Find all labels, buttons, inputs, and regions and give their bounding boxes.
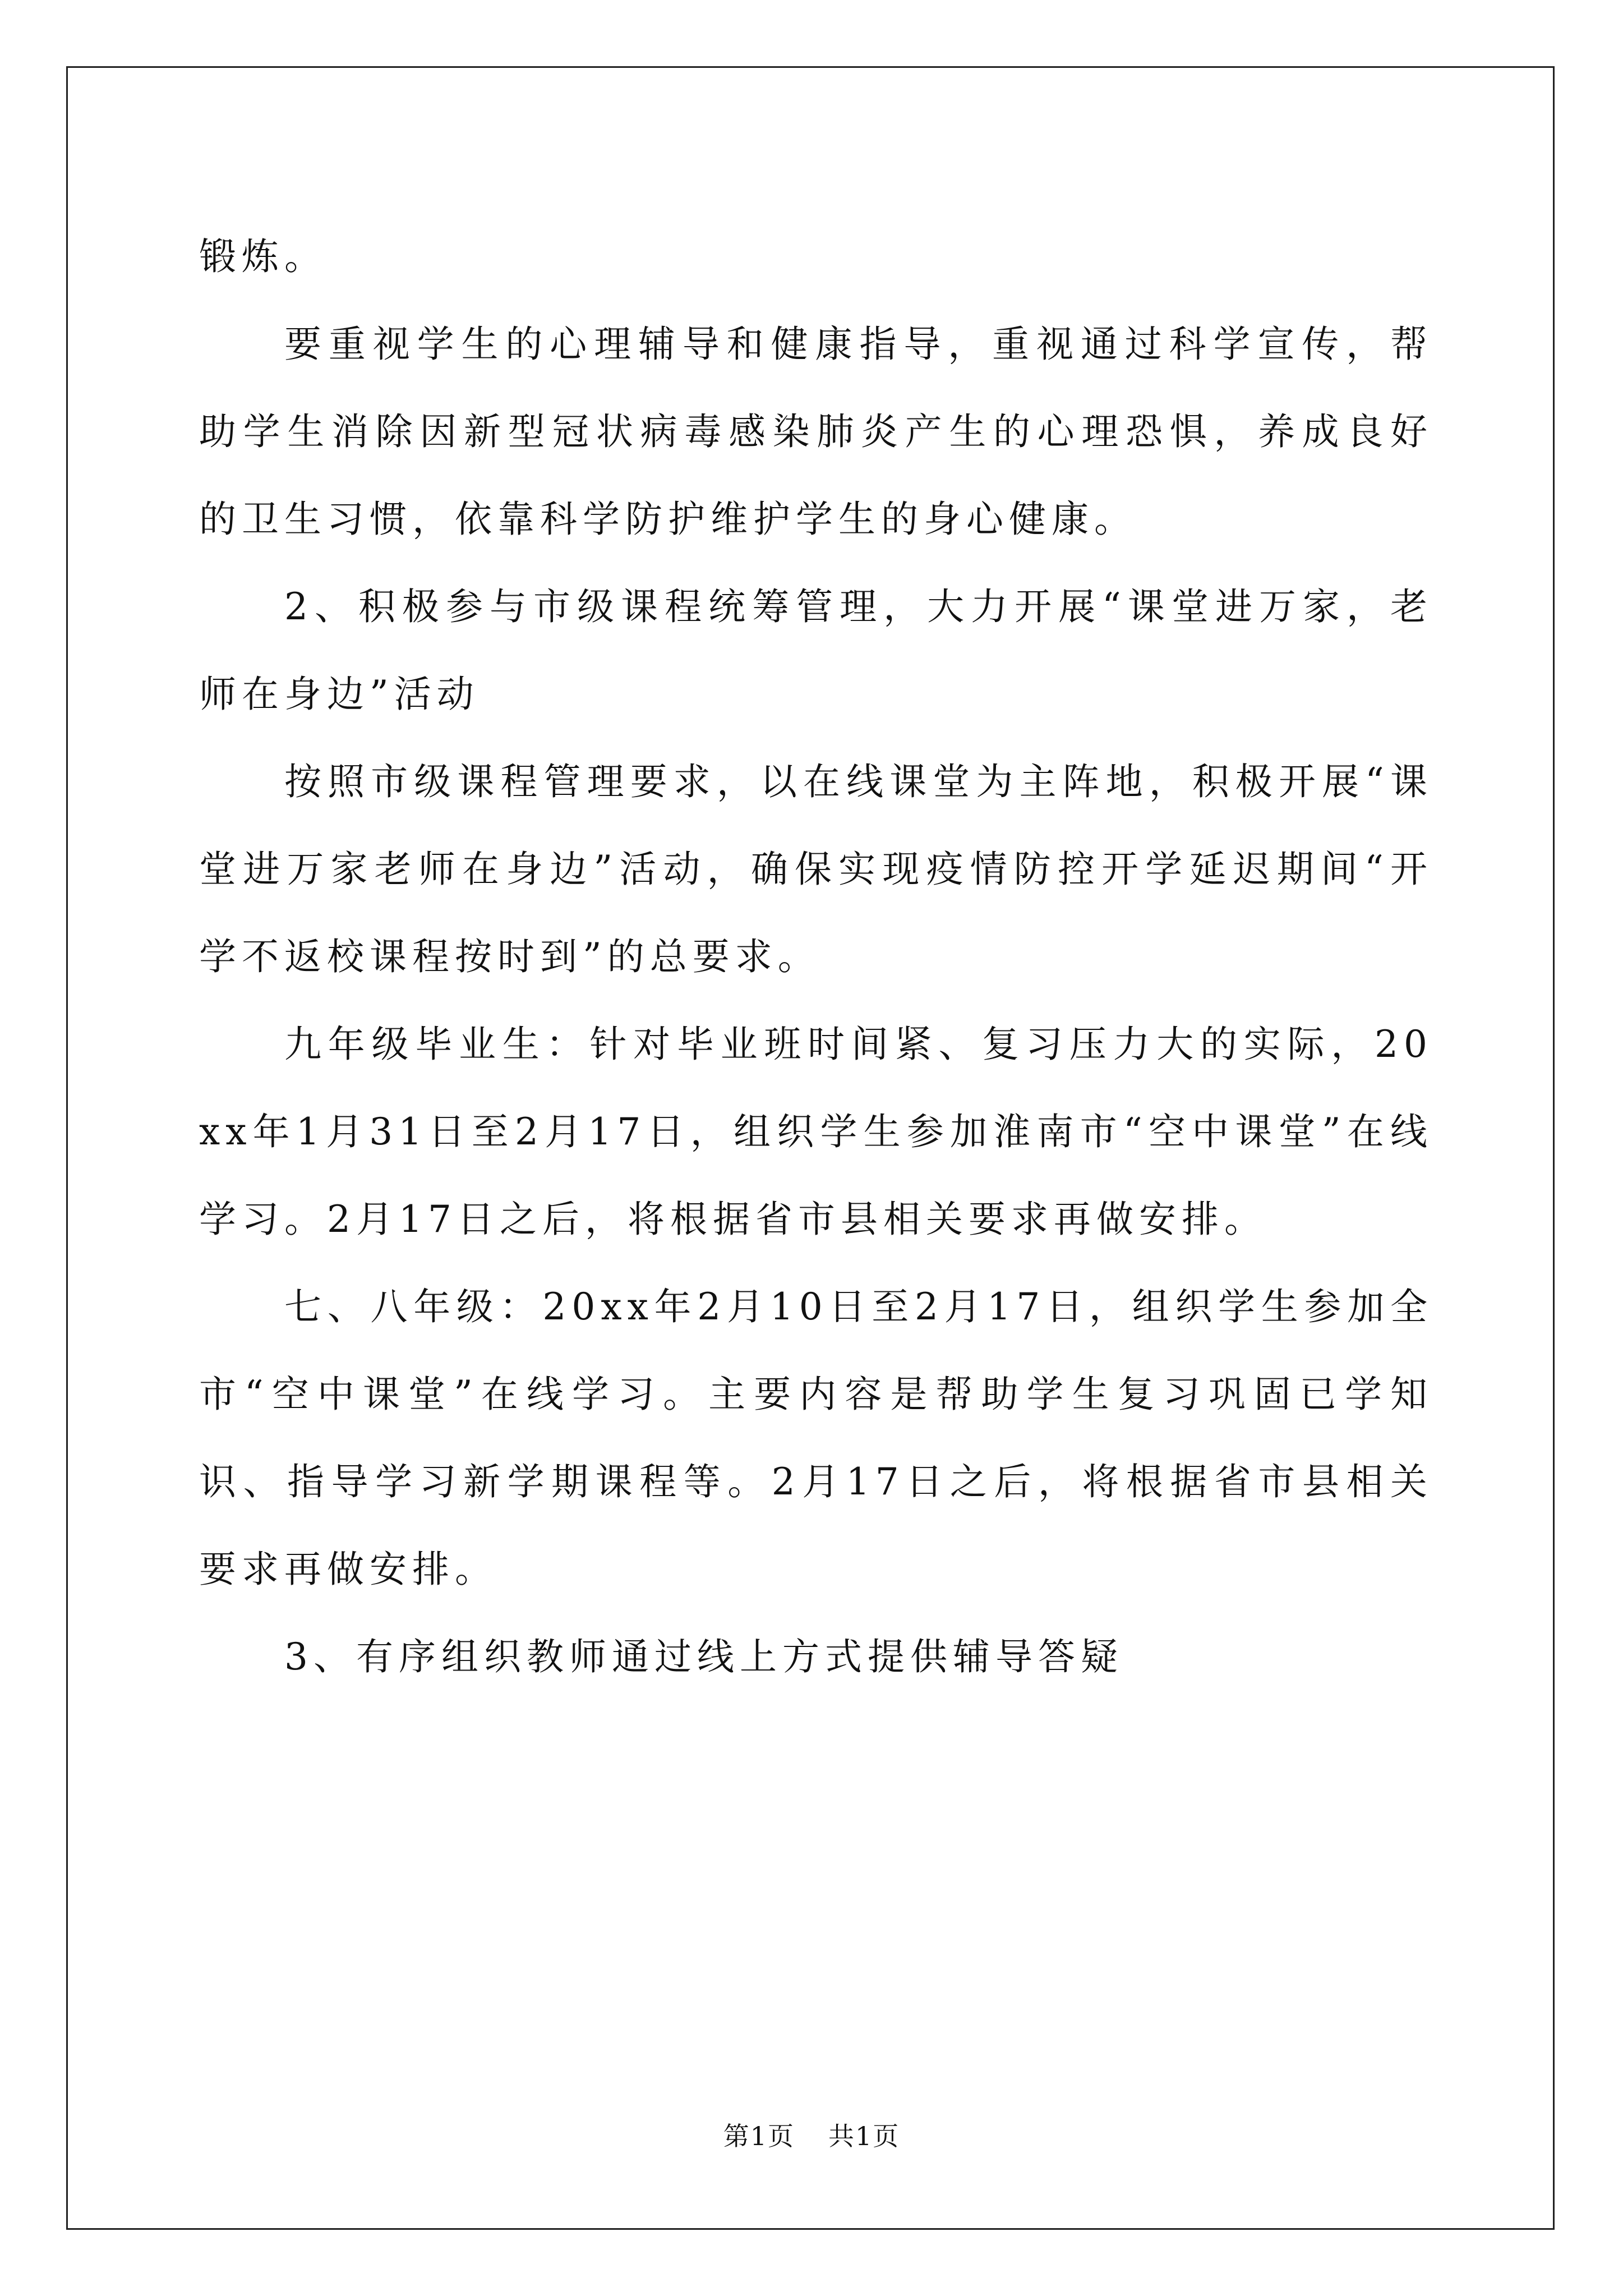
paragraph-6: 七、八年级：20xx年2月10日至2月17日，组织学生参加全市“空中课堂”在线学习。主要内容是帮助学生复习巩固已学知识、指导学习新学期课程等。2月17日之后，将根据省市县相关要求再做安排。 [199, 1285, 1433, 1591]
paragraph-3: 2、积极参与市级课程统筹管理，大力开展“课堂进万家，老师在身边”活动 [199, 585, 1433, 716]
page-footer [0, 2116, 1623, 2153]
paragraph-2: 要重视学生的心理辅导和健康指导，重视通过科学宣传，帮助学生消除因新型冠状病毒感染肺炎产生的心理恐惧，养成良好的卫生习惯，依靠科学防护维护学生的身心健康。 [199, 323, 1433, 541]
paragraph-1: 锻炼。 [199, 235, 327, 278]
paragraph-4: 按照市级课程管理要求，以在线课堂为主阵地，积极开展“课堂进万家老师在身边”活动，确保实现疫情防控开学延迟期间“开学不返校课程按时到”的总要求。 [199, 760, 1433, 978]
document-body [199, 213, 1433, 1701]
page-number: 第1页 [723, 2121, 795, 2151]
paragraph-7: 3、有序组织教师通过线上方式提供辅导答疑 [284, 1635, 1123, 1678]
paragraph-5: 九年级毕业生：针对毕业班时间紧、复习压力大的实际，20xx年1月31日至2月17日，组织学生参加淮南市“空中课堂”在线学习。2月17日之后，将根据省市县相关要求再做安排。 [199, 1023, 1433, 1241]
page-total: 共1页 [828, 2121, 900, 2151]
